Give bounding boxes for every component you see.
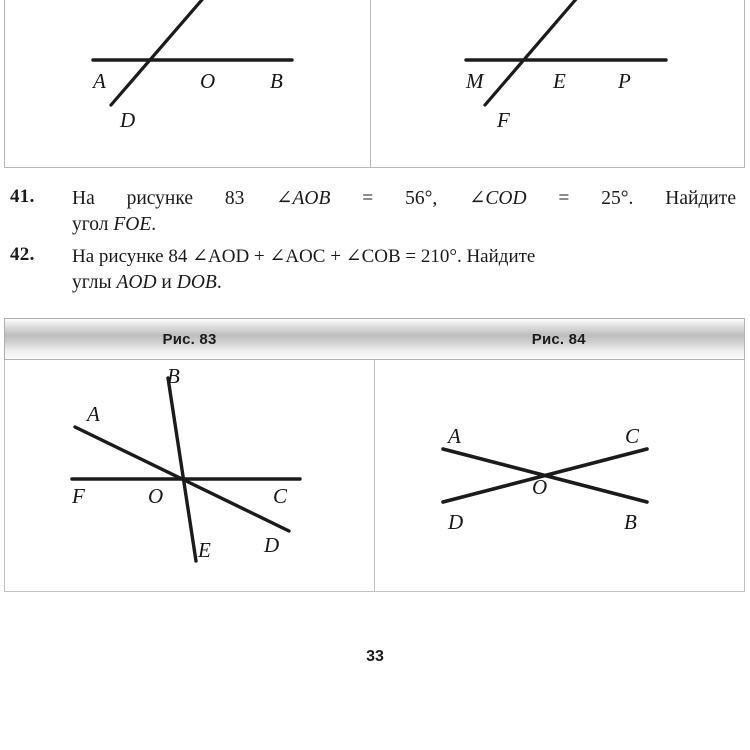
label-D-fig83: D [264, 533, 280, 557]
label-C-fig84: C [625, 424, 640, 448]
exercise-41-number: 41. [10, 186, 35, 207]
ex42-find-prefix: углы [72, 272, 117, 293]
figure-caption-83: Рис. 83 [162, 330, 217, 348]
label-C-fig83: C [273, 484, 288, 508]
ex41-find-prefix: угол [72, 214, 114, 235]
label-D-top-left: D [120, 108, 136, 132]
figure-table-body [5, 361, 744, 592]
exercise-list [0, 186, 750, 298]
top-figures-svg [5, 0, 744, 166]
ex41-w9: 25°. [601, 188, 634, 209]
exercise-41-body [72, 186, 736, 238]
ex42-find-angle-2: DOB [176, 272, 217, 293]
top-figure-panels [4, 0, 745, 168]
ex41-w6: 56°, [405, 188, 438, 209]
label-B-fig83: B [167, 364, 180, 388]
label-F-fig83: F [72, 484, 85, 508]
page-number: 33 [366, 648, 384, 665]
label-A-top-left: A [93, 69, 106, 93]
ex42-conj: и [156, 272, 177, 293]
figure-84-svg [375, 361, 745, 592]
figure-84-pane [375, 361, 745, 592]
label-M-top-right: M [466, 69, 484, 93]
ex41-w3: 83 [224, 188, 245, 209]
label-O-fig83: O [148, 484, 164, 508]
ex41-w10: Найдите [665, 188, 736, 209]
ex41-w5: = [362, 188, 374, 209]
exercise-42-body [72, 244, 736, 296]
exercise-41-line1 [72, 186, 736, 212]
exercise-42-number: 42. [10, 244, 35, 265]
figure-table [4, 318, 745, 592]
label-D-fig84: D [448, 510, 464, 534]
ex41-w2: рисунке [126, 188, 193, 209]
exercise-42 [0, 244, 750, 296]
ex41-find-suffix: . [151, 214, 157, 235]
label-F-top-right: F [497, 108, 510, 132]
ex41-w4: ∠AOB [276, 188, 331, 209]
line-through-E-to-F [485, 0, 620, 105]
exercise-41 [0, 186, 750, 238]
figure-table-header [4, 318, 745, 360]
top-left-figure [93, 0, 292, 105]
label-E-top-right: E [553, 69, 566, 93]
label-P-top-right: P [618, 69, 631, 93]
ex41-find-angle: FOE [113, 214, 152, 235]
label-O-fig84: O [532, 475, 548, 499]
exercise-41-line2 [72, 212, 736, 238]
ex41-w1: На [72, 188, 95, 209]
figure-83-pane [5, 361, 374, 592]
label-B-top-left: B [270, 69, 283, 93]
exercise-42-line2 [72, 270, 736, 296]
ex41-w8: = [558, 188, 570, 209]
label-A-fig84: A [448, 424, 461, 448]
label-O-top-left: O [200, 69, 216, 93]
label-B-fig84: B [624, 510, 637, 534]
ex41-w7: ∠COD [469, 188, 527, 209]
figure-caption-84: Рис. 84 [531, 330, 586, 348]
line-through-O-to-D [111, 0, 245, 105]
label-E-fig83: E [198, 538, 211, 562]
ex42-find-suffix: . [216, 272, 222, 293]
label-A-fig83: A [87, 402, 100, 426]
top-panels-divider [370, 0, 371, 168]
ex42-find-angle-1: AOD [116, 272, 157, 293]
line-BE [168, 378, 196, 561]
exercise-42-line1: На рисунке 84 ∠AOD + ∠AOC + ∠COB = 210°. Найдите [72, 246, 536, 267]
figure-83-svg [5, 361, 374, 592]
top-right-figure [466, 0, 666, 105]
